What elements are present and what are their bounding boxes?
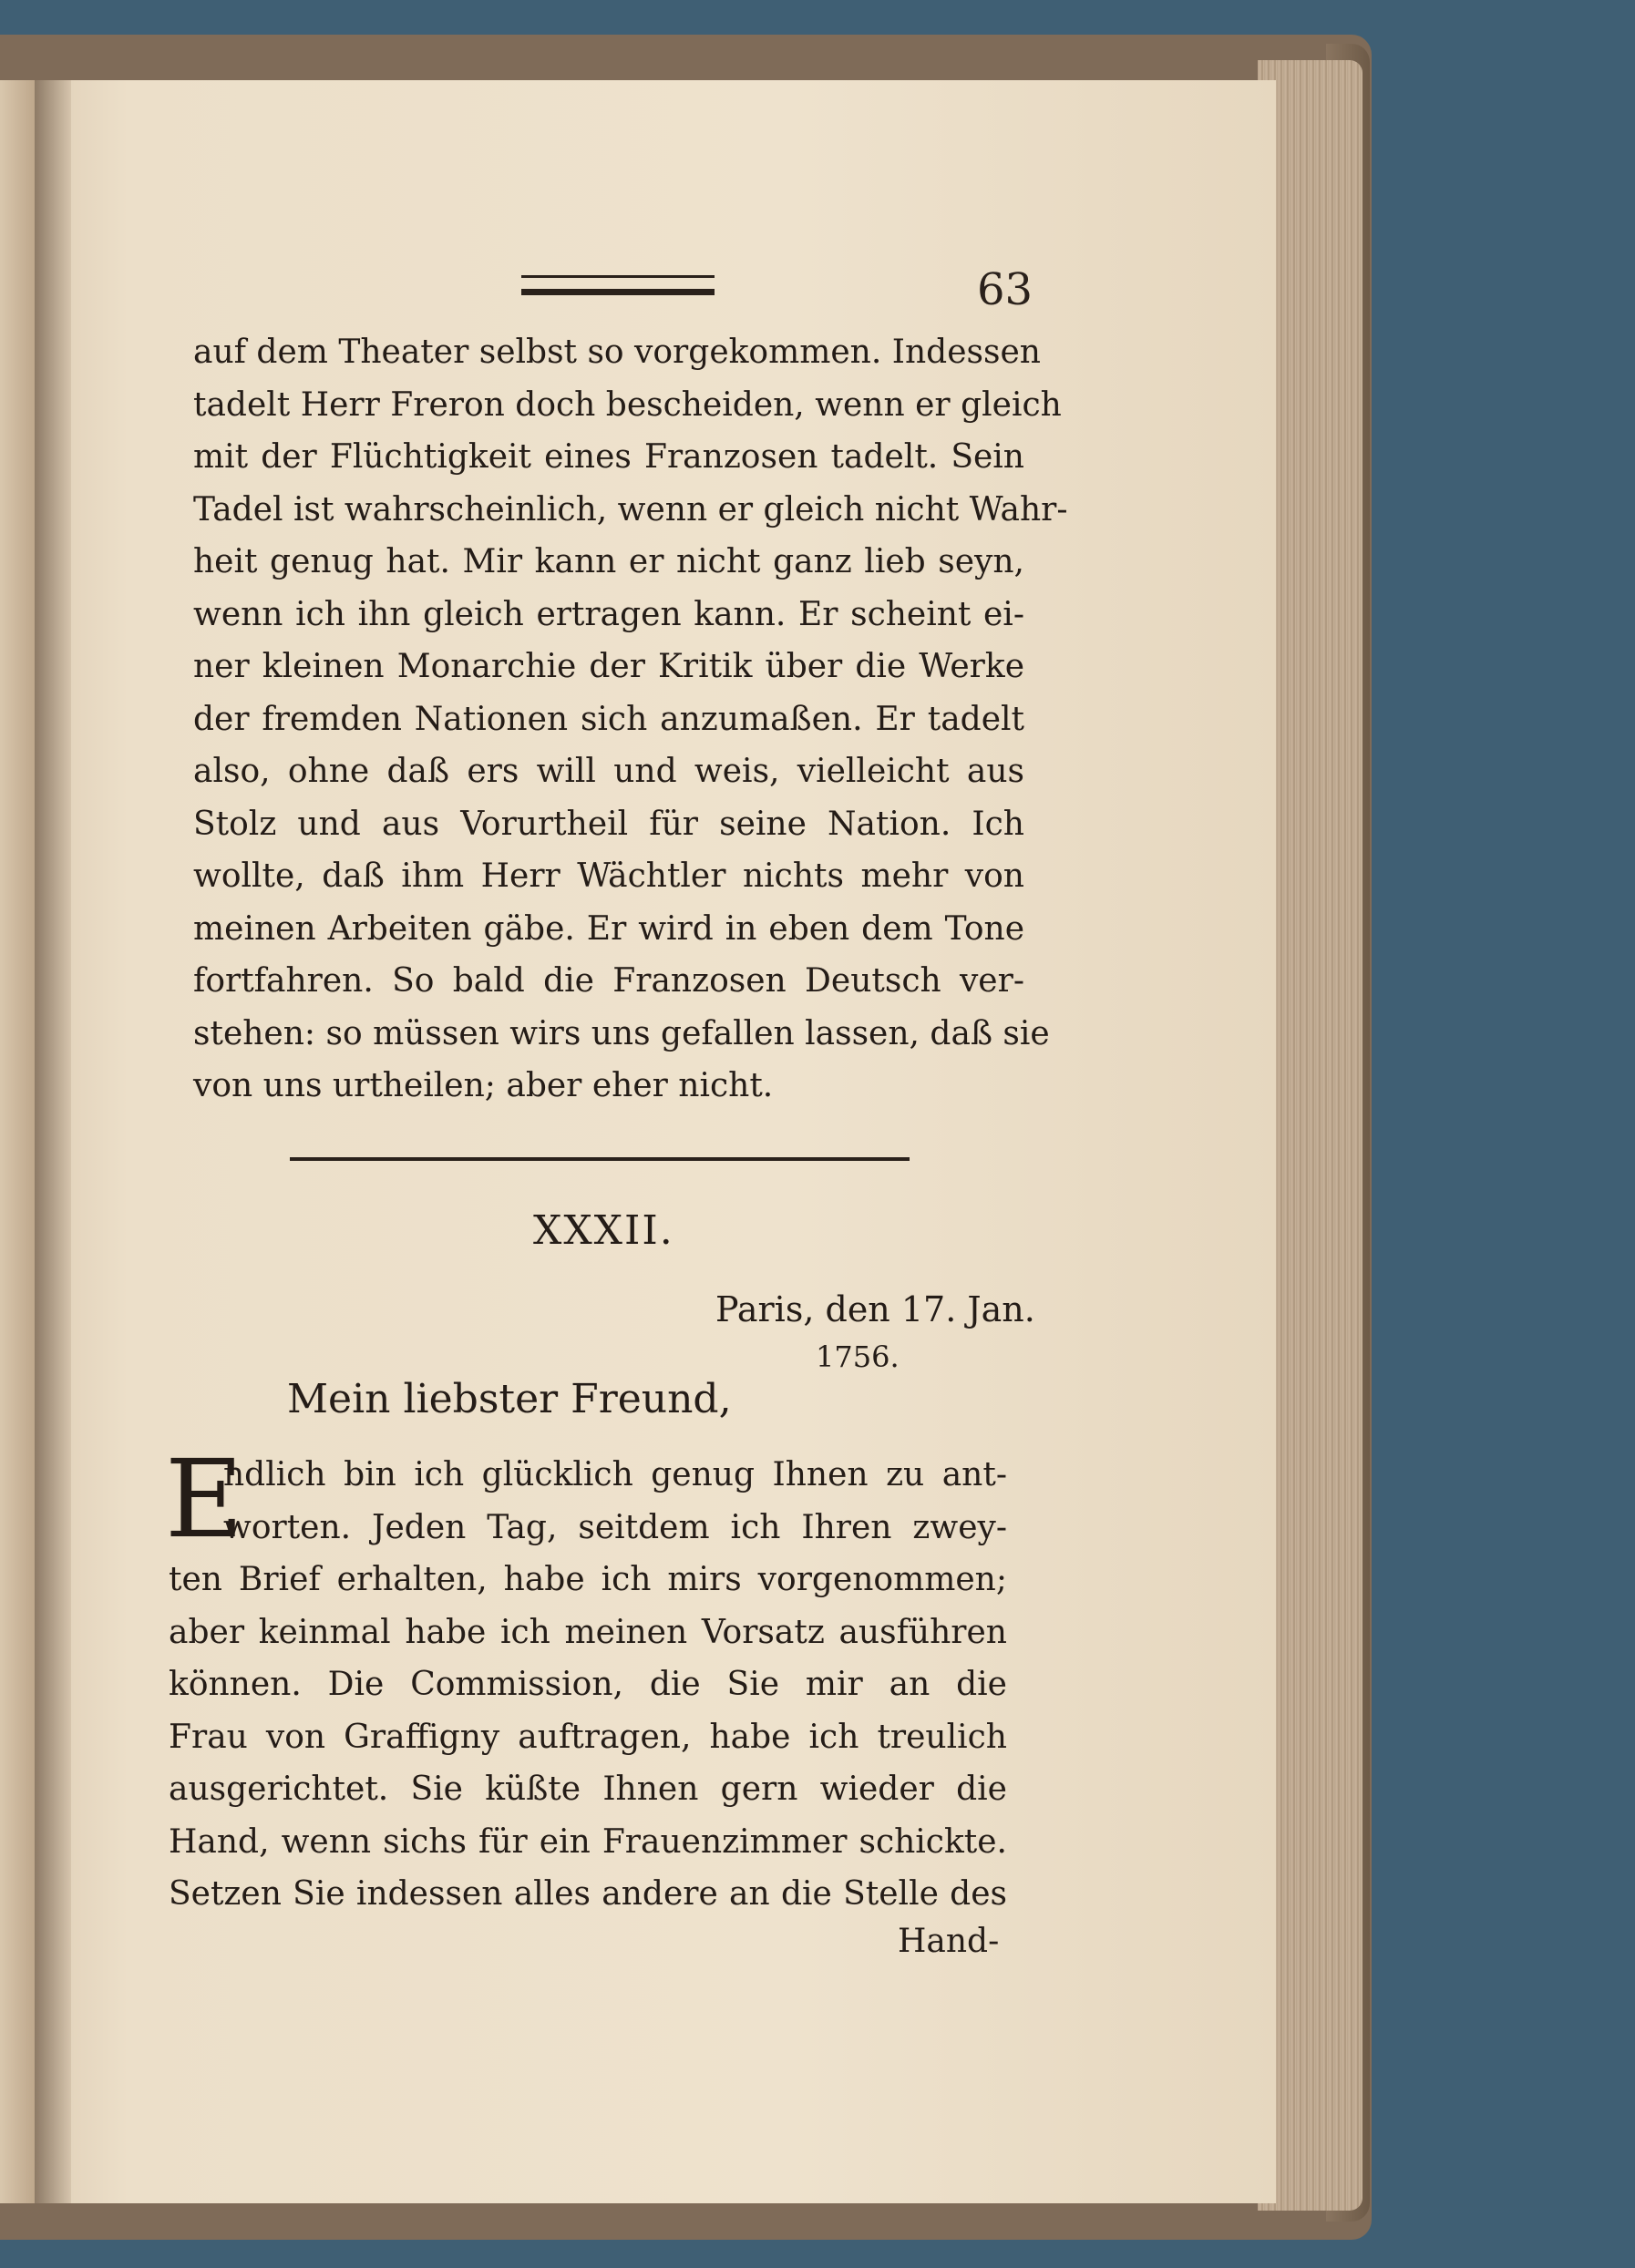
text-line: ndlich bin ich glücklich genug Ihnen zu ant- xyxy=(223,1456,1007,1493)
drop-cap: E xyxy=(165,1436,244,1562)
text-line: von uns urtheilen; aber eher nicht. xyxy=(193,1067,774,1104)
letter-place-date: Paris, den 17. Jan. xyxy=(715,1289,1035,1329)
text-line: aber keinmal habe ich meinen Vorsatz ausführen xyxy=(169,1613,1007,1651)
text-line: Setzen Sie indessen alles andere an die Stelle des xyxy=(169,1875,1007,1913)
text-line: wollte, daß ihm Herr Wächtler nichts mehr von xyxy=(193,857,1024,895)
text-line: mit der Flüchtigkeit eines Franzosen tadelt. Sein xyxy=(193,438,1024,476)
text-line: der fremden Nationen sich anzumaßen. Er tadelt xyxy=(193,700,1024,738)
section-title: XXXII. xyxy=(533,1207,674,1254)
text-line: können. Die Commission, die Sie mir an die xyxy=(169,1666,1007,1703)
text-line: ausgerichtet. Sie küßte Ihnen gern wieder die xyxy=(169,1770,1007,1808)
text-line: Stolz und aus Vorurtheil für seine Nation. Ich xyxy=(193,805,1024,843)
letter-year: 1756. xyxy=(816,1339,900,1374)
text-line: Tadel ist wahrscheinlich, wenn er gleich nicht Wahr- xyxy=(193,490,1068,529)
letter-salutation: Mein liebster Freund, xyxy=(287,1376,732,1422)
text-line: meinen Arbeiten gäbe. Er wird in eben dem Tone xyxy=(193,909,1024,948)
text-line: ten Brief erhalten, habe ich mirs vorgenommen; xyxy=(169,1561,1007,1598)
text-line: tadelt Herr Freron doch bescheiden, wenn er gleich xyxy=(193,385,1062,424)
text-line: fortfahren. So bald die Franzosen Deutsch ver- xyxy=(193,962,1024,1000)
text-line: Hand, wenn sichs für ein Frauenzimmer schickte. xyxy=(169,1822,1007,1861)
text-line: heit genug hat. Mir kann er nicht ganz lieb seyn, xyxy=(193,543,1024,580)
text-line: worten. Jeden Tag, seitdem ich Ihren zwey- xyxy=(223,1508,1007,1546)
text-line: auf dem Theater selbst so vorgekommen. Indessen xyxy=(193,334,1041,371)
text-line: wenn ich ihn gleich ertragen kann. Er scheint ei- xyxy=(193,595,1024,633)
header-rule xyxy=(521,275,715,295)
book-gutter xyxy=(35,80,71,2203)
letter-body xyxy=(165,1436,1007,1921)
catchword: Hand- xyxy=(898,1923,1000,1960)
page-number: 63 xyxy=(977,264,1033,315)
text-line: ner kleinen Monarchie der Kritik über die Werke xyxy=(193,648,1024,685)
text-line: stehen: so müssen wirs uns gefallen lassen, daß sie xyxy=(193,1014,1050,1052)
text-line: Frau von Graffigny auftragen, habe ich treulich xyxy=(169,1718,1007,1756)
paragraph-continuation xyxy=(193,326,1068,1113)
section-divider xyxy=(290,1157,910,1161)
text-line: also, ohne daß ers will und weis, vielleicht aus xyxy=(193,753,1024,790)
